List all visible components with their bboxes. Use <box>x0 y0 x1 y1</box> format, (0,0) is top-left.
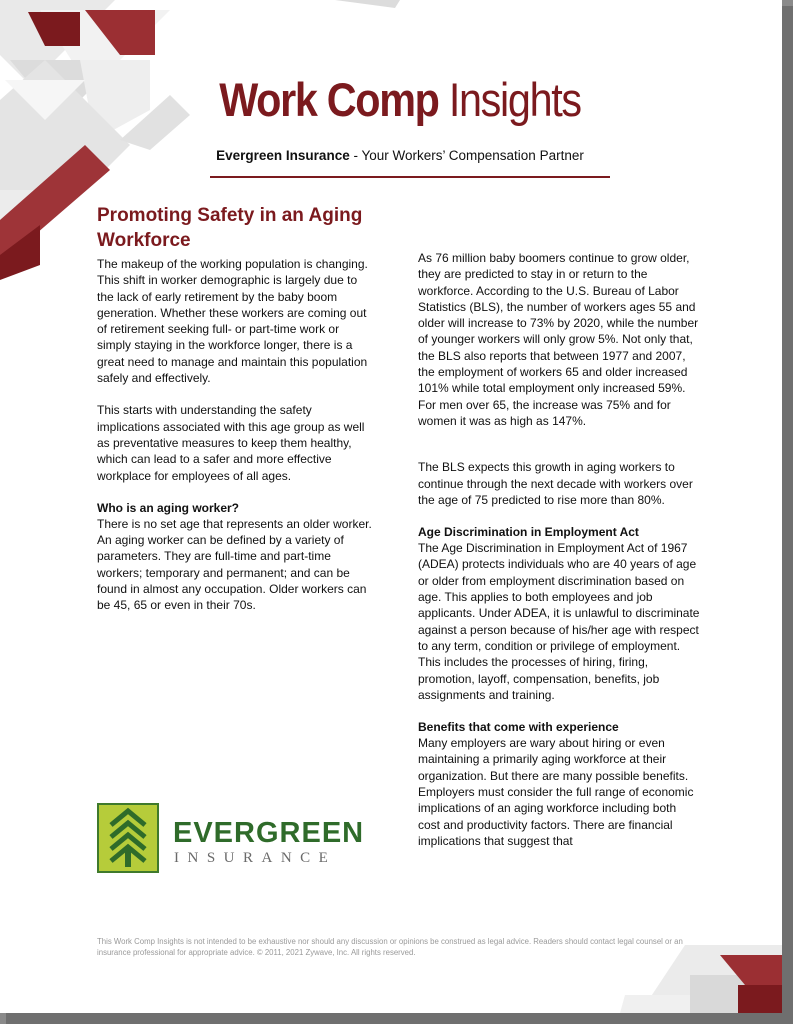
logo-subtitle: INSURANCE <box>174 850 337 866</box>
section-heading: Age Discrimination in Employment Act <box>418 525 639 540</box>
page-shadow-right <box>782 6 793 1024</box>
tagline <box>150 148 650 163</box>
evergreen-tree-icon <box>97 803 159 873</box>
tagline-separator: - <box>349 148 362 163</box>
masthead-title <box>180 72 620 128</box>
tagline-brand: Evergreen Insurance <box>216 148 350 163</box>
column-right <box>418 250 700 849</box>
paragraph: The Age Discrimination in Employment Act of 1967 (ADEA) protects individuals who are 40 years of age or older from employment discrimination based on age. This applies to both employees and job applicants. Under ADEA, it is unlawful to discriminate against a person because of his/her age with respect to any term, condition or privilege of employment. This includes the processes of hiring, firing, promotion, layoff, compensation, benefits, job assignments and training. <box>418 541 700 702</box>
logo-name: EVERGREEN <box>173 817 365 849</box>
masthead-title-bold: Work Comp <box>219 73 439 126</box>
legal-footer: This Work Comp Insights is not intended to be exhaustive nor should any discussion or opinions be construed as legal advice. Readers should contact legal counsel or an insurance professional for appropriate advice. © 2011, 2021 Zywave, Inc. All rights reserved. <box>97 937 683 957</box>
page-shadow-bottom <box>6 1013 793 1024</box>
paragraph: Many employers are wary about hiring or even maintaining a primarily aging workforce at their organization. But there are many possible benefits. Employers must consider the full range of economic implications of an aging workforce including both cost and productivity factors. There are financial implications that suggest that <box>418 736 694 848</box>
paragraph: This starts with understanding the safety implications associated with this age group as well as preventative measures to keep them healthy, which can lead to a safer and more effective workplace for employees of all ages. <box>97 403 365 483</box>
section-heading: Who is an aging worker? <box>97 500 240 515</box>
paragraph: The makeup of the working population is changing. This shift in worker demographic is largely due to the lack of early retirement by the baby boom generation. Whether these workers are coming out of retirement seeking full- or part-time work or simply staying in the workforce longer, there is a great need to manage and maintain this population safely and effectively. <box>97 257 368 386</box>
paragraph: As 76 million baby boomers continue to grow older, they are predicted to stay in or return to the workforce. According to the U.S. Bureau of Labor Statistics (BLS), the number of workers ages 55 and older will increase to 73% by 2020, while the number of younger workers will only grow 5%. Not only that, the BLS also reports that between 1977 and 2007, the employment of workers 65 and older increased 101% while total employment only increased 59%. For men over 65, the increase was 75% and for women it was as high as 147%. <box>418 251 699 428</box>
paragraph: The BLS expects this growth in aging workers to continue through the next decade with workers over the age of 75 predicted to rise more than 80%. <box>418 460 693 507</box>
paragraph: There is no set age that represents an older worker. An aging worker can be defined by a variety of parameters. They are full-time and part-time workers; temporary and permanent; and can be found in almost any occupation. Older workers can be 45, 65 or even in their 70s. <box>97 516 372 613</box>
header-rule <box>210 176 610 178</box>
section-heading: Benefits that come with experience <box>418 720 619 735</box>
tagline-text: Your Workers’ Compensation Partner <box>361 148 584 163</box>
article-title: Promoting Safety in an Aging Workforce <box>97 205 363 251</box>
evergreen-logo <box>97 803 387 875</box>
column-left <box>97 256 375 614</box>
masthead-title-light: Insights <box>448 73 581 126</box>
